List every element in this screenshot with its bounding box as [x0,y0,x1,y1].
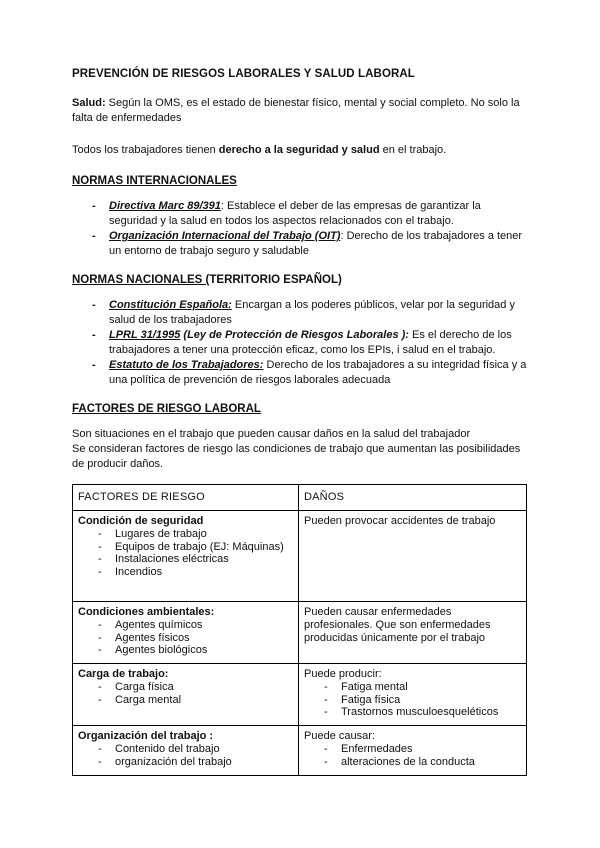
damage-cell [299,664,527,726]
factores-intro-line-1: Son situaciones en el trabajo que pueden causar daños en la salud del trabajador [72,428,471,440]
heading-underlined-part: NORMAS NACIONALES ( [72,274,210,286]
damage-text: Puede producir: [304,668,382,680]
factor-item: Incendios [115,566,163,579]
list-marker: - [92,329,96,341]
factor-title: Organización del trabajo : [78,730,214,742]
section-heading-nacionales [72,274,528,286]
factor-item: Agentes físicos [115,631,190,644]
heading-rest-part: TERRITORIO ESPAÑOL) [209,274,342,286]
table-row [73,664,527,726]
damage-list [304,681,521,719]
norm-reference: Estatuto de los Trabajadores: [109,359,264,371]
factor-list [78,743,293,769]
factor-cell [73,602,299,664]
norm-reference: LPRL 31/1995 [109,329,181,341]
norm-description: Derecho de los trabajadores a su integridad física y a una política de prevención de riesgos laborales adecuada [109,359,527,386]
damage-cell [299,602,527,664]
norm-description: Es el derecho de los trabajadores a tener una protección eficaz, como los EPIs, i salud en el trabajo. [109,329,512,356]
factor-list [78,528,293,579]
damage-text: Pueden causar enfermedades profesionales. Que son enfermedades producidas únicamente por el trabajo [304,606,491,644]
norm-reference: Directiva Marc 89/391 [109,200,221,212]
list-item [72,328,528,358]
list-item: - organización del trabajo [98,755,232,768]
factor-cell [73,511,299,602]
damage-cell [299,511,527,602]
list-item: - Enfermedades [324,742,413,755]
table-header-factores: FACTORES DE RIESGO [73,485,299,511]
factor-list [78,681,293,707]
damage-cell [299,726,527,776]
table-header-danos: DAÑOS [299,485,527,511]
list-item: - Incendios [98,566,163,579]
list-item [72,199,528,229]
table-row [73,511,527,602]
norm-reference-detail: (Ley de Protección de Riesgos Laborales ): [180,329,409,341]
factor-list [78,619,293,657]
list-marker: - [92,299,96,311]
list-item: - alteraciones de la conducta [324,755,475,768]
list-item: - Carga física [98,680,174,693]
norm-description: : Establece el deber de las empresas de garantizar la seguridad y la salud en todos los aspectos relacionados con el trabajo. [109,200,481,227]
factor-title: Condiciones ambientales: [78,606,215,618]
list-item: - Trastornos musculoesqueléticos [324,706,499,719]
norm-description: Encargan a los poderes públicos, velar por la seguridad y salud de los trabajadores [109,299,515,326]
list-item: - Fatiga mental [324,680,408,693]
factor-title: Carga de trabajo: [78,668,169,680]
nacionales-list [72,298,528,388]
salud-text: Según la OMS, es el estado de bienestar físico, mental y social completo. No solo la falta de enfermedades [72,97,520,124]
table-row [73,726,527,776]
list-item: - Instalaciones eléctricas [98,553,229,566]
norm-description: : Derecho de los trabajadores a tener un entorno de trabajo seguro y saludable [109,230,523,257]
damage-item: Fatiga física [341,693,401,706]
table-header-row [73,485,527,511]
list-item: - Fatiga física [324,693,401,706]
list-marker: - [92,230,96,242]
factor-title: Condición de seguridad [78,515,204,527]
factor-cell [73,664,299,726]
rights-paragraph [72,143,528,158]
factor-item: Agentes biológicos [115,644,208,657]
risk-factors-table [72,484,527,776]
factor-item: Lugares de trabajo [115,527,207,540]
factores-intro-line-2: Se consideran factores de riesgo las condiciones de trabajo que aumentan las posibilidades de producir daños. [72,443,521,470]
damage-text: Pueden provocar accidentes de trabajo [304,515,496,527]
norm-reference: Constitución Española: [109,299,232,311]
factores-intro [72,427,528,472]
damage-list [304,743,521,769]
damage-item: alteraciones de la conducta [341,755,475,768]
list-item: - Agentes biológicos [98,644,208,657]
damage-item: Enfermedades [341,742,413,755]
document-page [72,68,528,776]
list-item [72,229,528,259]
internacionales-list [72,199,528,259]
list-marker: - [92,200,96,212]
factor-item: organización del trabajo [115,755,232,768]
list-item [72,298,528,328]
rights-before: Todos los trabajadores tienen [72,144,219,156]
rights-after: en el trabajo. [379,144,447,156]
page-title: PREVENCIÓN DE RIESGOS LABORALES Y SALUD LABORAL [72,68,415,80]
list-item: - Agentes físicos [98,631,190,644]
table-row [73,602,527,664]
damage-item: Fatiga mental [341,680,408,693]
list-item: - Agentes químicos [98,618,203,631]
factor-item: Contenido del trabajo [115,742,220,755]
rights-bold: derecho a la seguridad y salud [218,144,380,156]
damage-item: Trastornos musculoesqueléticos [341,706,499,719]
norm-reference: Organización Internacional del Trabajo (OIT) [109,230,341,242]
salud-term: Salud: [72,97,106,109]
section-heading-internacionales: NORMAS INTERNACIONALES [72,175,237,187]
section-heading-factores: FACTORES DE RIESGO LABORAL [72,403,261,415]
factor-item: Equipos de trabajo (EJ: Máquinas) [115,540,284,553]
factor-item: Carga mental [115,693,182,706]
damage-text: Puede causar: [304,730,375,742]
list-item: - Equipos de trabajo (EJ: Máquinas) [98,540,284,553]
list-item [72,358,528,388]
list-item: - Lugares de trabajo [98,527,207,540]
salud-definition [72,96,528,126]
factor-cell [73,726,299,776]
factor-item: Agentes químicos [115,618,203,631]
factor-item: Carga física [115,680,174,693]
list-item: - Carga mental [98,693,182,706]
list-item: - Contenido del trabajo [98,742,220,755]
factor-item: Instalaciones eléctricas [115,553,229,566]
list-marker: - [92,359,96,371]
